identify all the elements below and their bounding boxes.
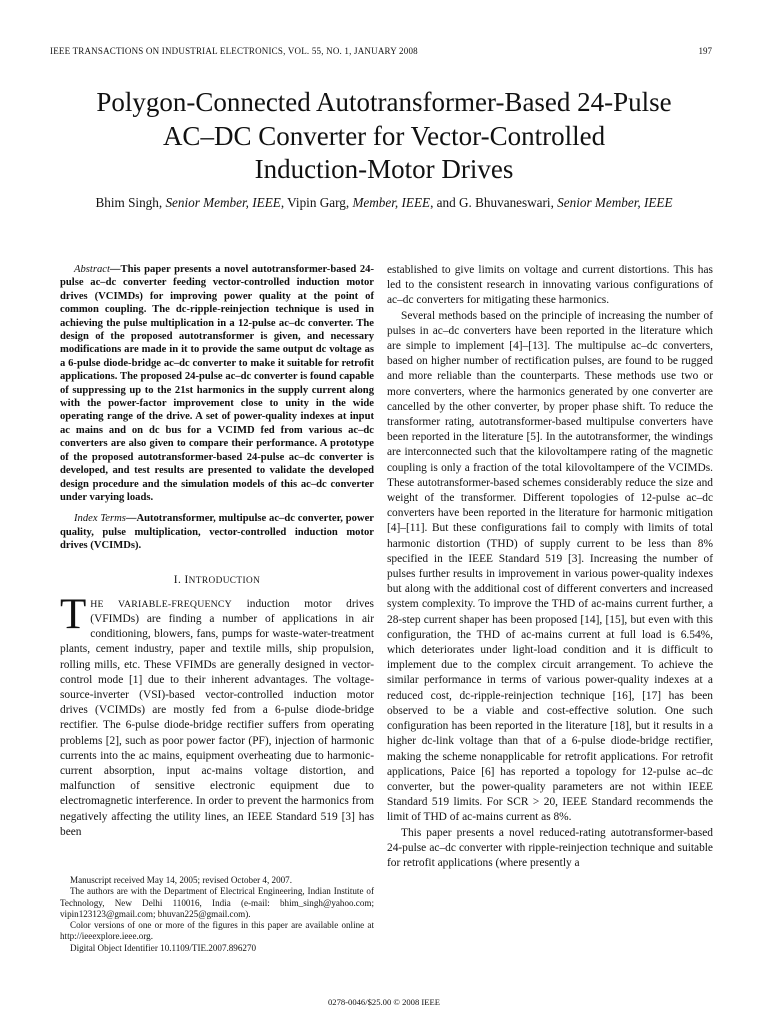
footnote: Digital Object Identifier 10.1109/TIE.2007.896270 [70,942,257,953]
intro-paragraph [60,590,374,840]
author-separator: , [280,195,288,210]
paragraph: Several methods based on the principle of increasing the number of pulses in ac–dc converters have been reported in the literature which are simple to implement [4]–[13]. The multipulse ac–dc converters, based on higher number of rectification pulses, are found to be rugged and more reliable than the counterparts. These methods use two or more converters, where the harmonics generated by one converter are cancelled by the other converter, by proper phase shift. To reduce the transformer rating, autotransformer-based multipulse converters have been reported in the literature [5]. In the autotransformer, the windings are interconnected such that the kilovoltampere rating of the magnetic coupling is only a fraction of the total kilovoltampere of the VCIMDs. These autotransformer-based schemes considerably reduce the size and weight of the transformer. Different topologies of 12-pulse ac–dc converters have been reported in the literature for harmonic mitigation [4]–[11]. But these configurations fail to comply with limits of total harmonic distortion (THD) of supply current to be less than 8% specified in the IEEE Standard 519 [3]. Increasing the number of pulses further results in improvement in various power-quality indexes but along with the additional cost of different converters and increased system complexity. To improve the THD of ac-mains current further, a 28-step current shaper has been proposed [14], [15], but even with this configuration, the THD of ac-mains current at full load is 6.54%, which deteriorates under light-load condition and it is difficult to implement due to the complex circuit arrangement. To achieve the similar performance in terms of various power-quality indexes at a reduced cost, dc-ripple-reinjection technique [16], [17] has been observed to be a viable and cost-effective solution. One such configuration has been reported in the literature [18], but it results in a higher dc-link voltage than that of a 6-pulse diode-bridge rectifier, making the scheme nonapplicable for retrofit applications. For retrofit applications, Paice [6] has reported a topology for 12-pulse ac–dc converter, but the power-quality parameters are not within IEEE Standard 519 limits. For SCR > 20, IEEE Standard recommends the limit of THD of ac-mains current as 8%. [387,309,713,824]
abstract-text: —This paper presents a novel autotransformer-based 24-pulse ac–dc converter feeding vector-controlled induction motor drives (VCIMDs) for improving power quality at the point of common coupling. The dc-ripple-reinjection technique is used in achieving the pulse multiplication in a 12-pulse ac–dc converter. The design of the proposed autotransformer is given, and necessary modifications are made in it to provide the same output dc voltage as a 6-pulse diode-bridge ac–dc converter to make it suitable for retrofit applications. The proposed 24-pulse ac–dc converter is found capable of suppressing up to the 21st harmonics in the supply current along with the power-factor improvement close to unity in the wide operating range of the drive. A set of power-quality indexes at input ac mains and on dc bus for a VCIMD fed from various ac–dc converters are also given to compare their performance. A prototype of the proposed autotransformer-based 24-pulse ac–dc converter is developed, and test results are presented to validate the developed design procedure and the simulation models of this ac–dc converter under varying loads. [60,264,374,503]
section-rest-caps: NTRODUCTION [188,575,261,586]
left-column [60,263,374,840]
index-terms-lead: Index Terms [74,513,126,525]
footnote: The authors are with the Department of Electrical Engineering, Indian Institute of Technology, New Delhi 110016, India (e-mail: bhim_singh@yahoo.com; vipin123123@gmail.com; bhuvan225@gmail.com). [60,886,374,919]
index-terms-text: —Autotransformer, multipulse ac–dc converter, power quality, pulse multiplication, vector-controlled induction motor drives (VCIMDs). [60,513,374,552]
intro-text: induction motor drives (VFIMDs) are finding a number of applications in air conditioning, blowers, fans, pumps for waste-water-treatment plants, cement industry, paper and textile mills, ship propulsion, rolling mills, etc. These VFIMDs are generally designed in vector-control mode [1] due to their inherent advantages. The voltage-source-inverter (VSI)-based vector-controlled induction motor drives (VCIMDs) are mostly fed from a 6-pulse diode-bridge rectifier. The 6-pulse diode-bridge rectifier suffers from operating problems [2], such as poor power factor (PF), injection of harmonic currents into the ac mains, equipment overheating due to harmonic-current absorption, input ac-mains voltage distortion, and malfunction of sensitive electronic equipment due to electromagnetic interference. In order to prevent the harmonics from negatively affecting the utility lines, an IEEE Standard 519 [3] has been [60,597,374,838]
intro-small-caps: HE VARIABLE-FREQUENCY [90,598,232,610]
author-name: G. Bhuvaneswari [459,195,551,210]
footnote: Color versions of one or more of the figures in this paper are available online at http://ieeexplore.ieee.org. [60,920,374,942]
section-first-letter: I [184,573,189,586]
introduction [60,590,374,840]
running-header: IEEE TRANSACTIONS ON INDUSTRIAL ELECTRONICS, VOL. 55, NO. 1, JANUARY 2008 [50,46,418,56]
index-terms [60,512,374,552]
author-role: Member, IEEE [352,195,431,210]
author-separator: , and [430,195,460,210]
right-column [387,263,713,871]
paper-title [40,86,728,187]
footnotes [60,875,374,954]
abstract-lead: Abstract [74,264,110,275]
paragraph: established to give limits on voltage and current distortions. This has led to the consistent research in innovating various configurations of ac–dc converters for mitigating these harmonics. [387,264,713,307]
abstract [60,263,374,504]
page-number: 197 [698,46,712,56]
author-name: Bhim Singh [95,195,159,210]
drop-cap: T [60,590,87,638]
title-line: AC–DC Converter for Vector-Controlled [162,120,606,151]
title-line: Polygon-Connected Autotransformer-Based 24-Pulse [96,87,672,117]
author-name: Vipin Garg [287,195,346,210]
author-role: Senior Member, IEEE [557,195,673,210]
section-heading [60,573,374,589]
author-role: Senior Member, IEEE [165,195,281,210]
section-numeral: I. [173,573,185,586]
author-byline: Bhim Singh, Senior Member, IEEE, Vipin Garg, Member, IEEE, and G. Bhuvaneswari, Senior Member, IEEE [95,195,673,210]
footnote: Manuscript received May 14, 2005; revised October 4, 2007. [70,875,292,885]
title-line: Induction-Motor Drives [254,154,514,184]
paragraph: This paper presents a novel reduced-rating autotransformer-based 24-pulse ac–dc converter with ripple-reinjection technique and suitable for retrofit applications (where presently a [387,826,713,869]
copyright-footer: 0278-0046/$25.00 © 2008 IEEE [327,997,441,1007]
